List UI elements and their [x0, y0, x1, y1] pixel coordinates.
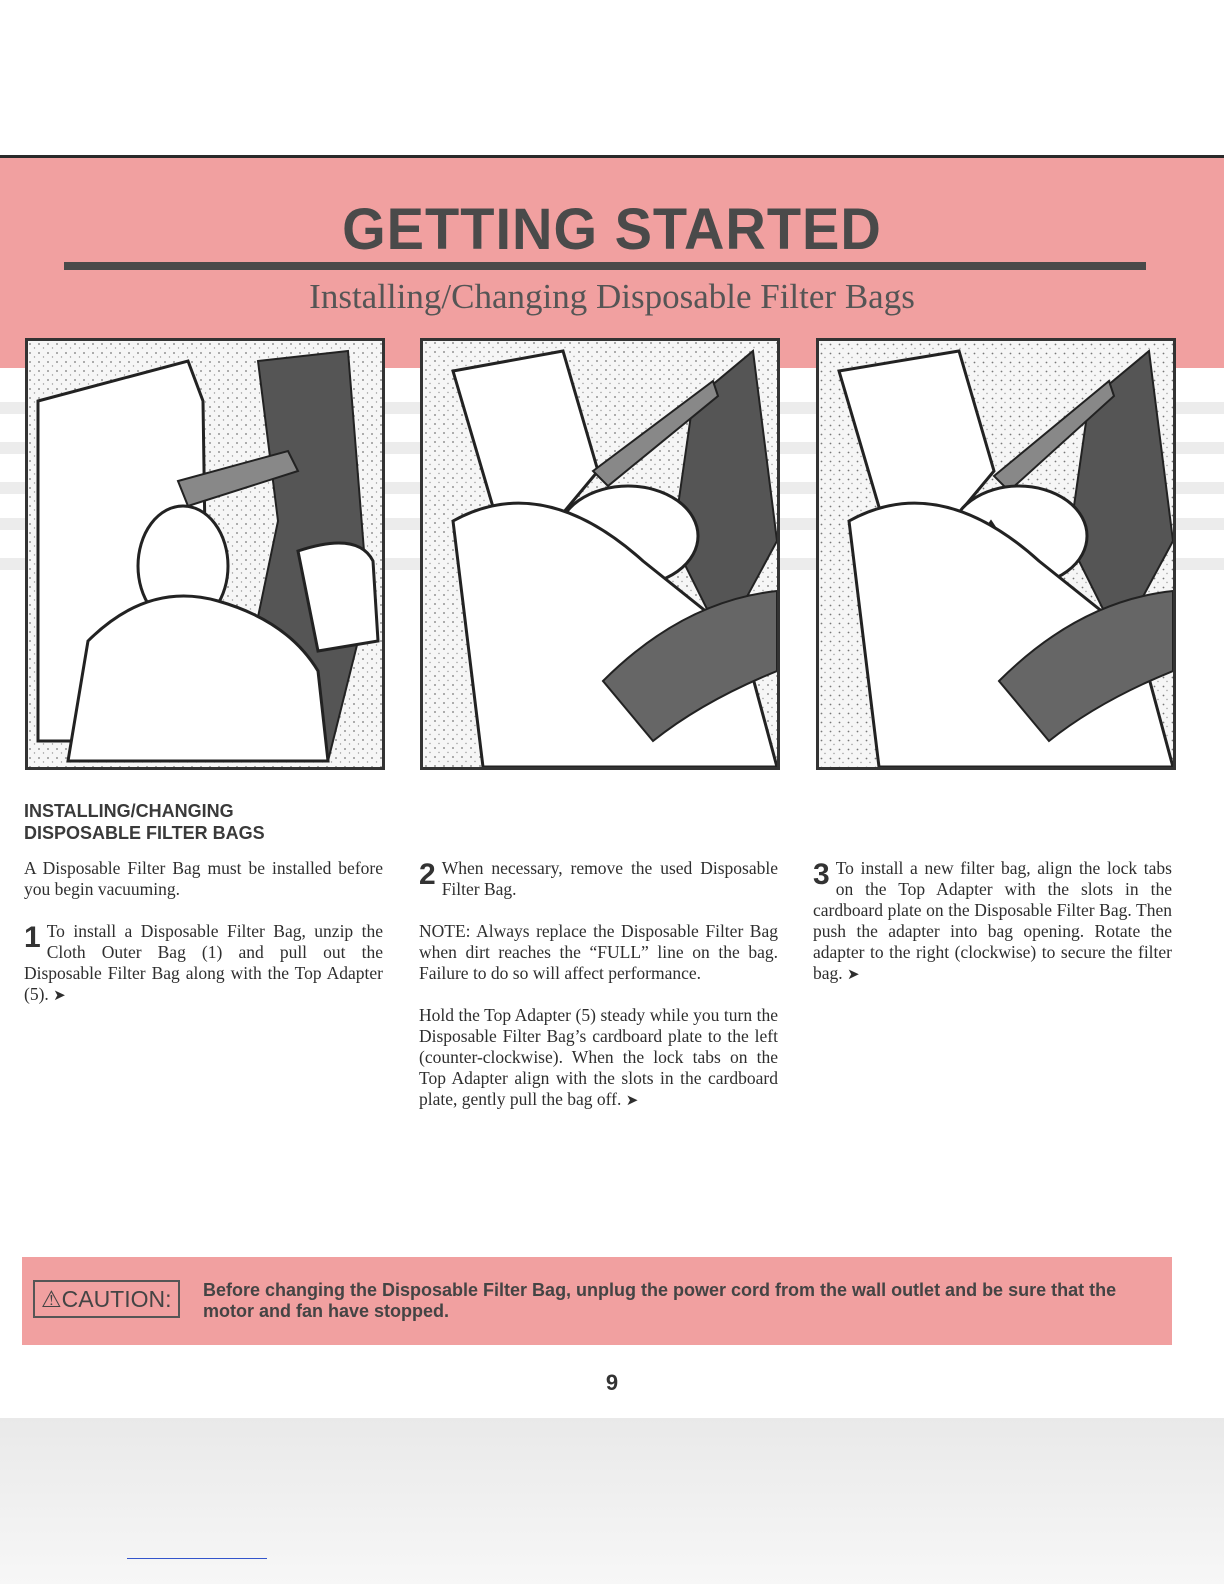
hand-holding-top-adapter-icon: [423, 341, 777, 767]
step-3-illustration: [816, 338, 1176, 770]
blue-line: [127, 1558, 267, 1559]
hold-paragraph: [419, 1005, 778, 1111]
step-3-paragraph: [813, 858, 1172, 985]
section-heading: [24, 800, 265, 844]
step-1-number: 1: [24, 921, 41, 954]
hand-rotating-adapter-icon: [819, 341, 1173, 767]
continue-arrow-icon: ➤: [625, 1091, 639, 1109]
page-subtitle: Installing/Changing Disposable Filter Bags: [309, 277, 915, 316]
page-number: 9: [605, 1370, 619, 1395]
step-2-number: 2: [419, 858, 436, 891]
bottom-shade: [0, 1418, 1224, 1584]
step-2-illustration: [420, 338, 780, 770]
caution-text: Before changing the Disposable Filter Bag, unplug the power cord from the wall outlet and be sure that the motor and fan have stopped.: [203, 1280, 1117, 1321]
step-1-illustration: [25, 338, 385, 770]
section-heading-line2: DISPOSABLE FILTER BAGS: [24, 823, 265, 843]
hand-removing-filter-bag-icon: [28, 341, 382, 767]
column-2: [419, 858, 778, 1132]
caution-label: ⚠CAUTION:: [33, 1280, 180, 1318]
column-1: [24, 858, 383, 1027]
step-2-paragraph: [419, 858, 778, 900]
note-paragraph: NOTE: Always replace the Disposable Filter Bag when dirt reaches the “FULL” line on the bag. Failure to do so will affect performance.: [419, 921, 778, 983]
intro-paragraph: A Disposable Filter Bag must be installed before you begin vacuuming.: [24, 858, 383, 899]
hold-text: Hold the Top Adapter (5) steady while you turn the Disposable Filter Bag’s cardboard plate to the left (counter-clockwise). When the lock tabs on the Top Adapter align with the slots in the cardboard plate, gently pull the bag off.: [419, 1005, 778, 1109]
column-3: [813, 858, 1172, 1006]
continue-arrow-icon: ➤: [847, 965, 860, 983]
step-2-text: When necessary, remove the used Disposable Filter Bag.: [441, 858, 778, 899]
continue-arrow-icon: ➤: [53, 986, 66, 1004]
step-3-text: To install a new filter bag, align the lock tabs on the Top Adapter with the slots in the cardboard plate on the Disposable Filter Bag. Then push the adapter into bag opening. Rotate the adapter to the right (clockwise) to secure the filter bag.: [813, 858, 1172, 983]
step-3-number: 3: [813, 858, 830, 891]
step-1-text: To install a Disposable Filter Bag, unzip the Cloth Outer Bag (1) and pull out the Disposable Filter Bag along with the Top Adapter (5).: [24, 921, 383, 1004]
section-heading-line1: INSTALLING/CHANGING: [24, 801, 234, 821]
page-title: GETTING STARTED: [342, 195, 882, 262]
title-rule: [64, 262, 1146, 270]
step-1-paragraph: [24, 921, 383, 1006]
